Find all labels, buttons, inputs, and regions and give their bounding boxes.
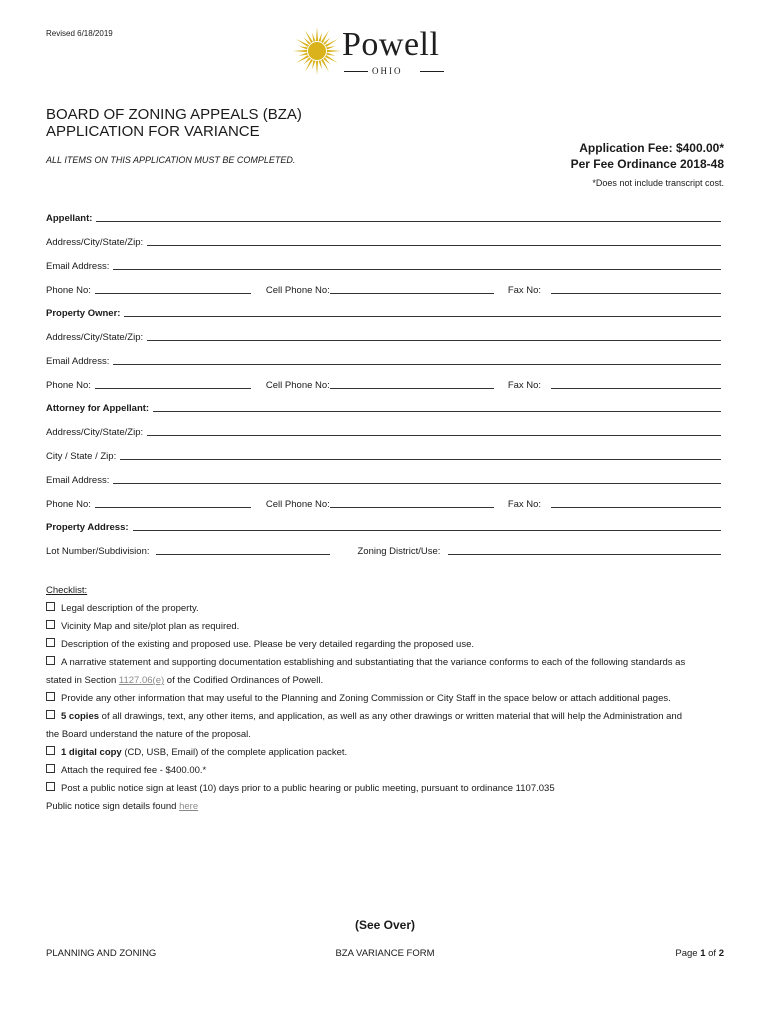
property-address-row <box>46 519 721 533</box>
section-link[interactable]: 1127.06(e) <box>118 675 165 686</box>
owner-email-row <box>46 353 721 367</box>
checklist-item-text: of all drawings, text, any other items, and application, as well as any other drawings or written material that will help the Administration and <box>99 711 682 722</box>
appellant-email-row <box>46 258 721 272</box>
checklist-item <box>46 618 728 636</box>
logo-rule-right <box>420 71 444 72</box>
checkbox[interactable] <box>46 782 55 791</box>
appellant-address-field[interactable] <box>147 245 721 246</box>
owner-label: Property Owner: <box>46 308 121 319</box>
property-address-label: Property Address: <box>46 522 129 533</box>
checklist-item-text: of the Codified Ordinances of Powell. <box>164 675 324 686</box>
checklist-item <box>46 744 728 762</box>
form-title-line2: APPLICATION FOR VARIANCE <box>46 123 260 140</box>
sun-ray <box>319 33 322 42</box>
owner-address-row <box>46 329 721 343</box>
sun-ray <box>312 60 315 69</box>
checklist-item-text: A narrative statement and supporting documentation establishing and substantiating that the variance conforms to each of the following standards as <box>61 657 686 668</box>
phone-label: Phone No: <box>46 499 91 510</box>
appellant-row <box>46 210 721 224</box>
fax-label: Fax No: <box>507 499 542 510</box>
fax-label: Fax No: <box>507 380 542 391</box>
checklist-item <box>46 654 728 672</box>
attorney-city-field[interactable] <box>120 459 721 460</box>
attorney-phone-row <box>46 496 721 510</box>
lot-zoning-row <box>46 543 721 557</box>
city-state-zip-label: City / State / Zip: <box>46 451 117 462</box>
checklist-item-text: (CD, USB, Email) of the complete application packet. <box>121 747 348 758</box>
fee-block <box>571 140 724 172</box>
attorney-address-row <box>46 424 721 438</box>
attorney-address-field[interactable] <box>147 435 721 436</box>
instruction-text: ALL ITEMS ON THIS APPLICATION MUST BE COMPLETED. <box>46 155 296 165</box>
footer-center: BZA VARIANCE FORM <box>335 948 435 959</box>
zoning-label: Zoning District/Use: <box>357 546 441 557</box>
logo-rule-left <box>344 71 368 72</box>
checklist-item <box>46 708 728 726</box>
appellant-fax-field[interactable] <box>551 293 721 294</box>
email-label: Email Address: <box>46 261 110 272</box>
checklist-item-text: Legal description of the property. <box>61 603 199 614</box>
attorney-fax-field[interactable] <box>551 507 721 508</box>
owner-cell-field[interactable] <box>330 388 494 389</box>
appellant-field[interactable] <box>96 221 721 222</box>
phone-label: Phone No: <box>46 380 91 391</box>
attorney-city-row <box>46 448 721 462</box>
cell-label: Cell Phone No: <box>265 499 330 510</box>
owner-email-field[interactable] <box>113 364 721 365</box>
appellant-phone-row <box>46 282 721 296</box>
revised-date: Revised 6/18/2019 <box>46 29 113 38</box>
logo-subtitle: OHIO <box>372 66 403 76</box>
page-current: 1 <box>700 948 706 959</box>
checkbox[interactable] <box>46 746 55 755</box>
owner-address-field[interactable] <box>147 340 721 341</box>
sun-ray <box>316 61 318 75</box>
checklist-item-text: stated in Section <box>46 675 119 686</box>
checklist-item <box>46 762 728 780</box>
sun-ray <box>319 60 322 69</box>
attorney-phone-field[interactable] <box>95 507 251 508</box>
checklist-item <box>46 780 728 798</box>
attorney-email-field[interactable] <box>113 483 721 484</box>
checklist-item-emphasis: 5 copies <box>61 711 100 722</box>
sun-ray <box>312 33 315 42</box>
powell-logo <box>292 22 482 82</box>
checklist-item <box>46 636 728 654</box>
checkbox[interactable] <box>46 710 55 719</box>
see-over-text: (See Over) <box>354 918 416 932</box>
notice-link[interactable]: here <box>179 801 199 812</box>
checklist <box>46 582 728 816</box>
checkbox[interactable] <box>46 692 55 701</box>
owner-row <box>46 305 721 319</box>
owner-phone-field[interactable] <box>95 388 251 389</box>
page-total: 2 <box>718 948 724 959</box>
sun-ray <box>326 53 335 56</box>
appellant-phone-field[interactable] <box>95 293 251 294</box>
checklist-item-text: Description of the existing and proposed use. Please be very detailed regarding the proposed use. <box>61 639 474 650</box>
sun-ray <box>326 46 335 49</box>
address-label: Address/City/State/Zip: <box>46 332 144 343</box>
appellant-cell-field[interactable] <box>330 293 494 294</box>
lot-label: Lot Number/Subdivision: <box>46 546 150 557</box>
checklist-item-continued <box>46 672 728 690</box>
checklist-item <box>46 600 728 618</box>
fax-label: Fax No: <box>507 285 542 296</box>
page-number <box>675 948 724 959</box>
appellant-address-row <box>46 234 721 248</box>
cell-label: Cell Phone No: <box>265 285 330 296</box>
form-title-line1: BOARD OF ZONING APPEALS (BZA) <box>46 106 302 123</box>
sun-ray <box>299 53 308 56</box>
sun-ray <box>325 39 338 47</box>
sun-ray <box>305 59 313 72</box>
checklist-item-text: Provide any other information that may useful to the Planning and Zoning Commission or City Staff in the space below or attach additional pages. <box>61 693 671 704</box>
sun-icon <box>292 22 342 80</box>
checkbox[interactable] <box>46 764 55 773</box>
owner-field[interactable] <box>124 316 721 317</box>
sun-ray <box>296 39 309 47</box>
page-separator: of <box>705 948 719 959</box>
cell-label: Cell Phone No: <box>265 380 330 391</box>
attorney-field[interactable] <box>153 411 721 412</box>
checkbox[interactable] <box>46 620 55 629</box>
sun-ray <box>321 59 329 72</box>
attorney-cell-field[interactable] <box>330 507 494 508</box>
attorney-email-row <box>46 472 721 486</box>
appellant-label: Appellant: <box>46 213 93 224</box>
checklist-item-emphasis: 1 digital copy <box>61 747 122 758</box>
notice-text: Public notice sign details found <box>46 801 180 812</box>
footer-left: PLANNING AND ZONING <box>46 948 157 959</box>
zoning-field[interactable] <box>448 554 721 555</box>
attorney-label: Attorney for Appellant: <box>46 403 150 414</box>
logo-wordmark: Powell <box>342 26 440 63</box>
sun-ray <box>305 30 313 43</box>
sun-ray <box>296 55 309 63</box>
fee-ordinance: Per Fee Ordinance 2018-48 <box>570 157 724 171</box>
checklist-heading: Checklist: <box>46 585 88 596</box>
owner-phone-row <box>46 377 721 391</box>
checkbox[interactable] <box>46 656 55 665</box>
sun-ray <box>293 50 307 52</box>
email-label: Email Address: <box>46 356 110 367</box>
checklist-item <box>46 690 728 708</box>
fee-amount: Application Fee: $400.00* <box>579 141 724 155</box>
checkbox[interactable] <box>46 602 55 611</box>
checklist-item-continued <box>46 726 728 744</box>
email-label: Email Address: <box>46 475 110 486</box>
lot-field[interactable] <box>156 554 330 555</box>
appellant-email-field[interactable] <box>113 269 721 270</box>
attorney-row <box>46 400 721 414</box>
checklist-item-text: Attach the required fee - $400.00.* <box>61 765 207 776</box>
phone-label: Phone No: <box>46 285 91 296</box>
checklist-item-text: Post a public notice sign at least (10) days prior to a public hearing or public meeting, pursuant to ordinance 1107.035 <box>61 783 555 794</box>
checklist-item-text: the Board understand the nature of the proposal. <box>46 729 251 740</box>
checkbox[interactable] <box>46 638 55 647</box>
property-address-field[interactable] <box>133 530 721 531</box>
sun-ray <box>327 50 341 52</box>
sun-ray <box>299 46 308 49</box>
fee-note: *Does not include transcript cost. <box>592 178 724 188</box>
sun-ray <box>325 55 338 63</box>
page-label: Page <box>675 948 701 959</box>
address-label: Address/City/State/Zip: <box>46 237 144 248</box>
sun-ray <box>316 27 318 41</box>
checklist-item-text: Vicinity Map and site/plot plan as required. <box>61 621 240 632</box>
notice-line <box>46 798 728 816</box>
sun-ray <box>321 30 329 43</box>
owner-fax-field[interactable] <box>551 388 721 389</box>
address-label: Address/City/State/Zip: <box>46 427 144 438</box>
